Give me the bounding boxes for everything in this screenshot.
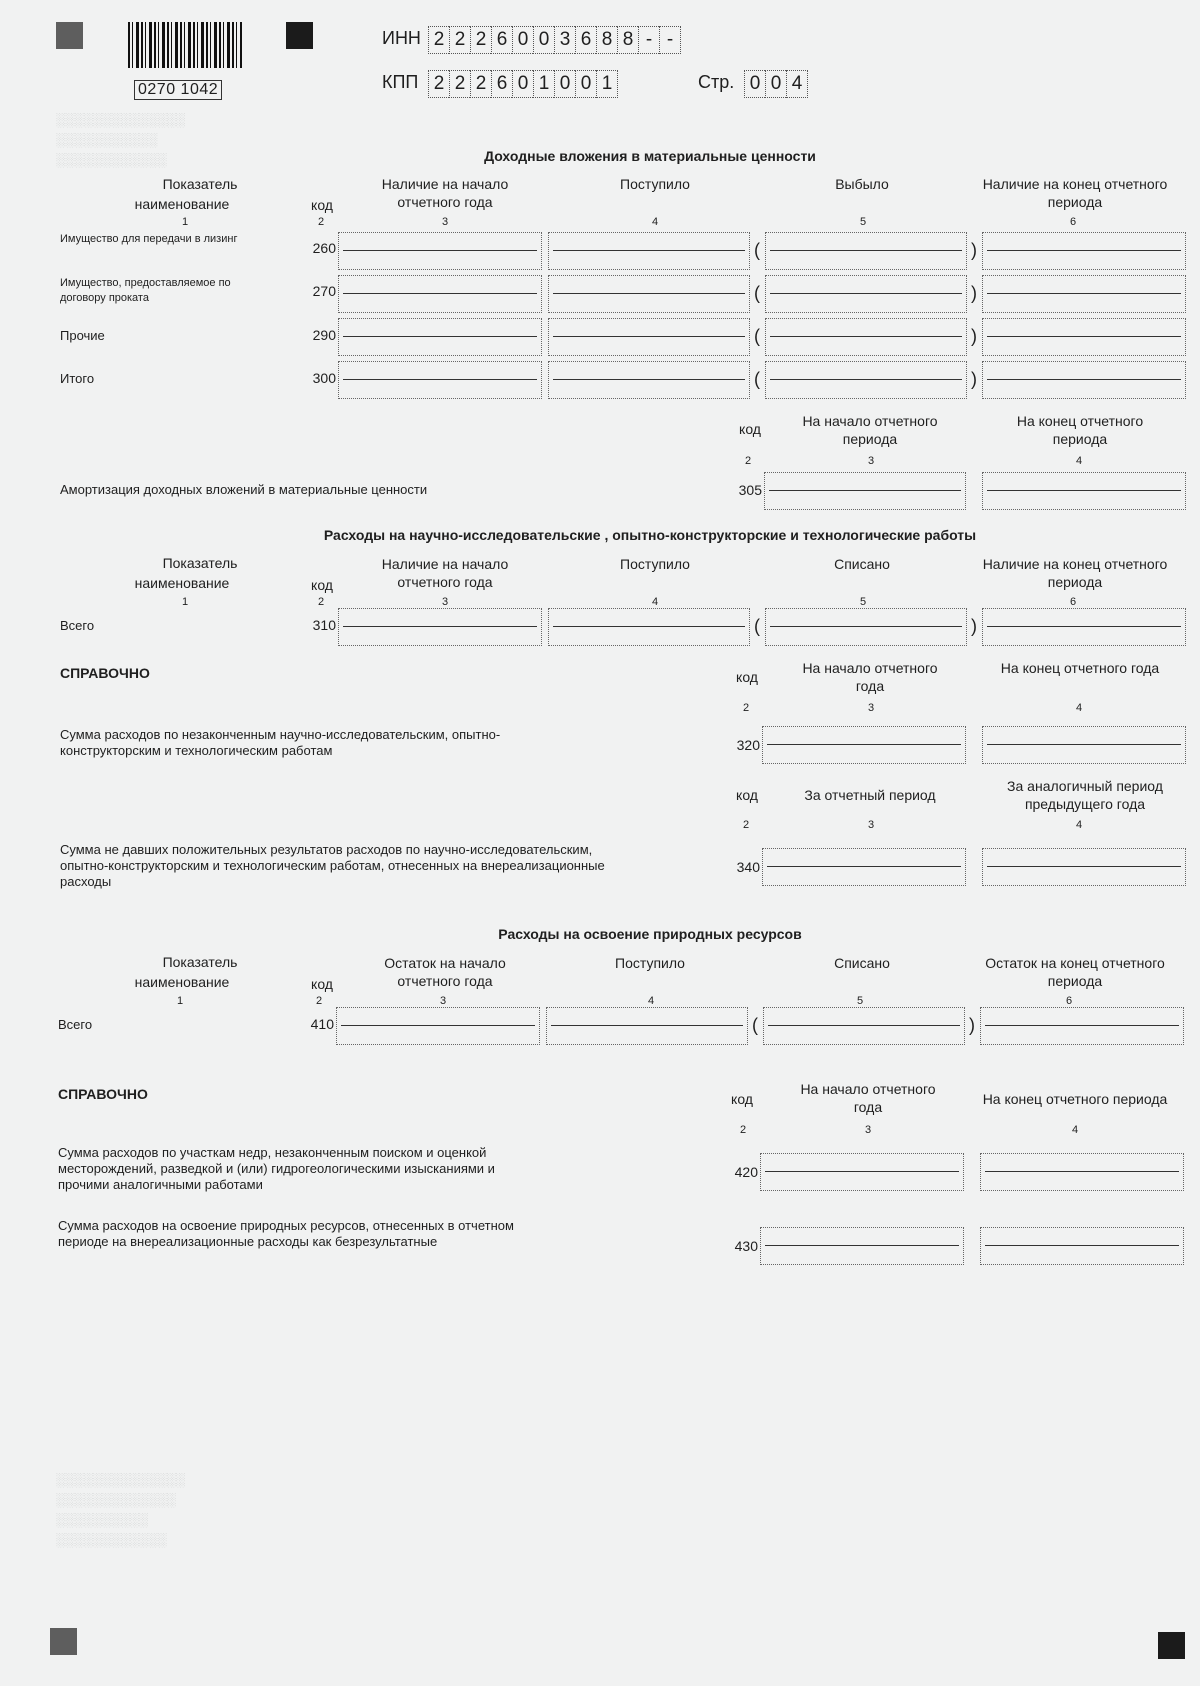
ref-row-label: Сумма расходов по участкам недр, незаконченным поиском и оценкой месторождений, разведкой и (или) гидрогеологическими изысканиями и прочими аналогичными работами — [58, 1145, 495, 1192]
field-290-4[interactable] — [548, 318, 750, 356]
field-310-3[interactable] — [338, 608, 542, 646]
col-index: 5 — [859, 216, 867, 228]
field-340-4[interactable] — [982, 848, 1186, 886]
row-label: Имущество для передачи в лизинг — [60, 233, 238, 245]
digit-cell: 2 — [470, 70, 491, 98]
paren-open: ( — [752, 1015, 758, 1035]
section3-title: Расходы на освоение природных ресурсов — [498, 926, 802, 942]
paren-close: ) — [971, 326, 977, 346]
digit-cell: 2 — [428, 26, 449, 54]
field-305-3[interactable] — [764, 472, 966, 510]
digit-cell: 2 — [449, 70, 470, 98]
digit-cell: 2 — [470, 26, 491, 54]
field-290-3[interactable] — [338, 318, 542, 356]
amort-col-code-header: код — [739, 421, 761, 437]
paren-close: ) — [971, 616, 977, 636]
col-index: 3 — [439, 995, 447, 1007]
digit-cell: 2 — [449, 26, 470, 54]
paren-open: ( — [754, 326, 760, 346]
col5-header: Списано — [834, 556, 890, 572]
digit-cell: 0 — [512, 70, 533, 98]
col-index: 5 — [859, 596, 867, 608]
col-index: 4 — [1071, 1124, 1079, 1136]
row-code: 300 — [312, 370, 336, 386]
col4-header: Поступило — [620, 176, 690, 192]
field-290-5[interactable] — [765, 318, 967, 356]
row-code: 420 — [734, 1164, 758, 1180]
col-name2-header: наименование — [134, 575, 230, 591]
field-300-5[interactable] — [765, 361, 967, 399]
row-label: Итого — [60, 371, 95, 386]
field-430-3[interactable] — [760, 1227, 964, 1265]
ref-col-code-header: код — [736, 669, 758, 685]
digit-cell: 3 — [554, 26, 575, 54]
paren-open: ( — [754, 616, 760, 636]
digit-cell: 0 — [533, 26, 554, 54]
col6-header: Остаток на конец отчетного периода — [985, 955, 1165, 989]
row-code: 320 — [736, 737, 760, 753]
corner-marker-bottom-left — [50, 1628, 77, 1655]
col-code-header: код — [311, 577, 333, 593]
reference-label: СПРАВОЧНО — [60, 665, 150, 681]
col3-header: Остаток на начало отчетного года — [384, 955, 506, 989]
col-index: 5 — [856, 995, 864, 1007]
page-label: Стр. — [698, 72, 735, 92]
row-label: Всего — [58, 1017, 93, 1032]
col-index: 6 — [1065, 995, 1073, 1007]
col-name-header: Показатель — [162, 555, 238, 571]
col4-header: Поступило — [615, 955, 685, 971]
row-label: Прочие — [60, 328, 105, 343]
col-index: 3 — [441, 596, 449, 608]
col-index: 3 — [864, 1124, 872, 1136]
field-290-6[interactable] — [982, 318, 1186, 356]
digit-cell: 4 — [786, 70, 808, 98]
paren-open: ( — [754, 283, 760, 303]
ref2-col3-header: За отчетный период — [804, 787, 936, 803]
row-code: 310 — [312, 617, 336, 633]
col-index: 3 — [867, 819, 875, 831]
field-305-4[interactable] — [982, 472, 1186, 510]
field-260-4[interactable] — [548, 232, 750, 270]
corner-marker-bottom-right — [1158, 1632, 1185, 1659]
field-270-6[interactable] — [982, 275, 1186, 313]
ref-col3-header: На начало отчетного года — [800, 1081, 936, 1115]
col-index: 6 — [1069, 596, 1077, 608]
digit-cell: 0 — [744, 70, 765, 98]
row-code: 270 — [312, 283, 336, 299]
col-index: 4 — [1075, 819, 1083, 831]
col-name-header: Показатель — [162, 176, 238, 192]
digit-cell: 0 — [512, 26, 533, 54]
row-code: 410 — [310, 1016, 334, 1032]
col-index: 2 — [317, 216, 325, 228]
field-410-4[interactable] — [546, 1007, 748, 1045]
ref-col3-header: На начало отчетного года — [802, 660, 938, 694]
digit-cell: 1 — [596, 70, 618, 98]
paren-open: ( — [754, 369, 760, 389]
digit-cell: 6 — [575, 26, 596, 54]
ref-col-code-header: код — [731, 1091, 753, 1107]
paren-close: ) — [971, 369, 977, 389]
col-index: 4 — [651, 216, 659, 228]
ref2-row-label: Сумма не давших положительных результатов расходов по научно-исследовательским, опытно-конструкторским и технологическим работам, отнесенных на внереализационные расходы — [60, 842, 605, 889]
paren-open: ( — [754, 240, 760, 260]
inn-field[interactable] — [428, 26, 681, 54]
ref-row-label: Сумма расходов по незаконченным научно-исследовательским, опытно-конструкторским и технологическим работам — [60, 727, 501, 758]
digit-cell: 6 — [491, 70, 512, 98]
col4-header: Поступило — [620, 556, 690, 572]
page-number-field[interactable] — [744, 70, 808, 98]
field-420-3[interactable] — [760, 1153, 964, 1191]
col-index: 4 — [647, 995, 655, 1007]
col3-header: Наличие на начало отчетного года — [381, 176, 509, 210]
bleed-through-text: ░░░░░░░░░░░░░░ ░░░░░░░░░░░ ░░░░░░░░░░░░ — [56, 112, 185, 167]
col6-header: Наличие на конец отчетного периода — [982, 556, 1168, 590]
digit-cell: 2 — [428, 70, 449, 98]
col-index: 4 — [651, 596, 659, 608]
digit-cell: 8 — [596, 26, 617, 54]
paren-close: ) — [971, 283, 977, 303]
inn-label: ИНН — [382, 28, 421, 48]
amort-col4-header: На конец отчетного периода — [1016, 413, 1144, 447]
col-index: 4 — [1075, 702, 1083, 714]
col-index: 3 — [867, 702, 875, 714]
ref2-col-code-header: код — [736, 787, 758, 803]
field-270-3[interactable] — [338, 275, 542, 313]
field-410-5[interactable] — [763, 1007, 965, 1045]
field-300-4[interactable] — [548, 361, 750, 399]
digit-cell: 8 — [617, 26, 638, 54]
col-index: 4 — [1075, 455, 1083, 467]
bleed-through-text: ░░░░░░░░░░░░░░ ░░░░░░░░░░░░░ ░░░░░░░░░░ ░░░░░░░░░░░░ — [56, 1472, 185, 1547]
col5-header: Списано — [834, 955, 890, 971]
field-260-6[interactable] — [982, 232, 1186, 270]
section1-title: Доходные вложения в материальные ценности — [484, 148, 816, 164]
field-310-6[interactable] — [982, 608, 1186, 646]
corner-marker-top-center — [286, 22, 313, 49]
barcode — [128, 22, 242, 68]
col-index: 2 — [742, 819, 750, 831]
digit-cell: 0 — [554, 70, 575, 98]
ref-col4-header: На конец отчетного периода — [982, 1091, 1168, 1107]
digit-cell: - — [638, 26, 659, 54]
digit-cell: 0 — [575, 70, 596, 98]
col-name2-header: наименование — [134, 974, 230, 990]
kpp-label: КПП — [382, 72, 419, 92]
col-index: 3 — [867, 455, 875, 467]
field-320-4[interactable] — [982, 726, 1186, 764]
ref-row-label: Сумма расходов на освоение природных ресурсов, отнесенных в отчетном периоде на внереализационные расходы как безрезультатные — [58, 1218, 514, 1249]
field-340-3[interactable] — [762, 848, 966, 886]
field-300-3[interactable] — [338, 361, 542, 399]
field-410-6[interactable] — [980, 1007, 1184, 1045]
digit-cell: 0 — [765, 70, 786, 98]
reference-label: СПРАВОЧНО — [58, 1086, 148, 1102]
col-index: 1 — [181, 596, 189, 608]
digit-cell: 1 — [533, 70, 554, 98]
paren-close: ) — [969, 1015, 975, 1035]
field-410-3[interactable] — [336, 1007, 540, 1045]
col-index: 2 — [744, 455, 752, 467]
amort-col3-header: На начало отчетного периода — [802, 413, 938, 447]
ref2-col4-header: За аналогичный период предыдущего года — [1007, 778, 1163, 812]
col-index: 3 — [441, 216, 449, 228]
col-index: 2 — [742, 702, 750, 714]
col-name2-header: наименование — [134, 196, 230, 212]
col-index: 1 — [181, 216, 189, 228]
col3-header: Наличие на начало отчетного года — [381, 556, 509, 590]
digit-cell: - — [659, 26, 681, 54]
field-310-5[interactable] — [765, 608, 967, 646]
row-code: 305 — [738, 482, 762, 498]
field-300-6[interactable] — [982, 361, 1186, 399]
col-index: 2 — [315, 995, 323, 1007]
field-310-4[interactable] — [548, 608, 750, 646]
row-code: 340 — [736, 859, 760, 875]
field-260-3[interactable] — [338, 232, 542, 270]
amort-row-label: Амортизация доходных вложений в материальные ценности — [60, 482, 428, 497]
col6-header: Наличие на конец отчетного периода — [982, 176, 1168, 210]
col-code-header: код — [311, 976, 333, 992]
section2-title: Расходы на научно-исследовательские , опытно-конструкторские и технологические работы — [323, 527, 977, 543]
field-420-4[interactable] — [980, 1153, 1184, 1191]
field-260-5[interactable] — [765, 232, 967, 270]
col-index: 2 — [317, 596, 325, 608]
col-name-header: Показатель — [162, 954, 238, 970]
paren-close: ) — [971, 240, 977, 260]
barcode-number: 0270 1042 — [134, 80, 222, 100]
field-430-4[interactable] — [980, 1227, 1184, 1265]
row-code: 260 — [312, 240, 336, 256]
col-code-header: код — [311, 197, 333, 213]
col-index: 1 — [176, 995, 184, 1007]
field-320-3[interactable] — [762, 726, 966, 764]
col5-header: Выбыло — [835, 176, 889, 192]
digit-cell: 6 — [491, 26, 512, 54]
row-label: Всего — [60, 618, 95, 633]
kpp-field[interactable] — [428, 70, 618, 98]
row-label: Имущество, предоставляемое по договору проката — [60, 277, 231, 304]
col-index: 6 — [1069, 216, 1077, 228]
field-270-5[interactable] — [765, 275, 967, 313]
col-index: 2 — [739, 1124, 747, 1136]
corner-marker-top-left — [56, 22, 83, 49]
field-270-4[interactable] — [548, 275, 750, 313]
ref-col4-header: На конец отчетного года — [1000, 660, 1160, 676]
row-code: 430 — [734, 1238, 758, 1254]
row-code: 290 — [312, 327, 336, 343]
